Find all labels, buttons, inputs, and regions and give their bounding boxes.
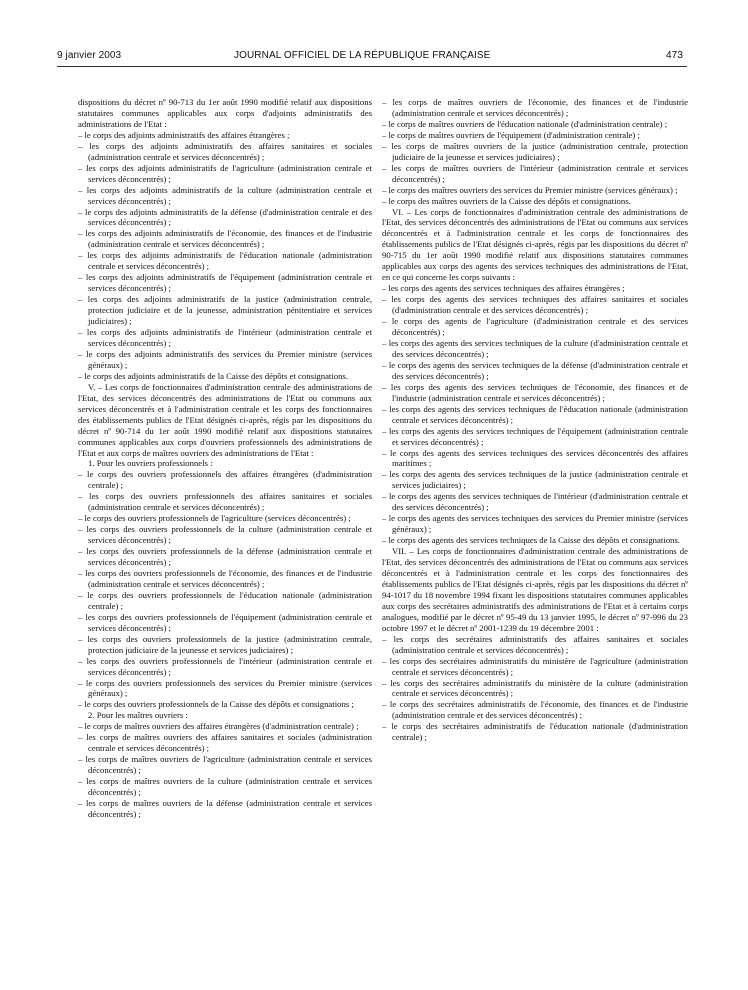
list-item: – le corps des ouvriers professionnels des affaires étrangères (d'administration centrale) ; xyxy=(78,469,372,491)
list-item: – le corps des adjoints administratifs de la Caisse des dépôts et consignations. xyxy=(78,370,348,381)
list-item: – les corps des adjoints administratifs de la justice (administration centrale, protection judiciaire et de la jeunesse, administration pénitentiaire et services judiciaires) ; xyxy=(78,294,372,327)
header-rule xyxy=(57,66,687,67)
list-item: – les corps de maîtres ouvriers de l'intérieur (administration centrale et services déconcentrés) ; xyxy=(382,162,688,184)
list-item: – les corps des ouvriers professionnels de l'économie, des finances et de l'industrie (administration centrale et services déconcentrés) ; xyxy=(78,567,372,589)
list-item: – le corps des agents des services techniques des services déconcentrés des affaires maritimes ; xyxy=(382,447,688,469)
list-item: – les corps des adjoints administratifs de l'agriculture (administration centrale et services déconcentrés) ; xyxy=(78,162,372,184)
header-title: JOURNAL OFFICIEL DE LA RÉPUBLIQUE FRANÇAISE xyxy=(234,50,491,61)
list-item: – les corps des ouvriers professionnels de la défense (administration centrale et services déconcentrés) ; xyxy=(78,546,372,568)
list-item: – les corps des agents des services techniques de l'éducation nationale (administration centrale et services déconcentrés) ; xyxy=(382,403,688,425)
list-item: – les corps des secrétaires administratifs du ministère de l'agriculture (administration centrale et services déconcentrés) ; xyxy=(382,655,688,677)
list-item: – les corps des adjoints administratifs de l'intérieur (administration centrale et services déconcentrés) ; xyxy=(78,327,372,348)
list-item: – les corps des agents des services techniques des affaires étrangères ; xyxy=(382,283,625,294)
list-item: – les corps des agents des services techniques des affaires sanitaires et sociales (d'administration centrale et des services déconcentrés) ; xyxy=(382,294,688,316)
list-item: – les corps des ouvriers professionnels de la culture (administration centrale et services déconcentrés) ; xyxy=(78,524,372,546)
list-item: – le corps des agents des services techniques des services du Premier ministre (services généraux) ; xyxy=(382,513,688,535)
list-item: – le corps des adjoints administratifs des affaires étrangères ; xyxy=(78,129,290,140)
header-page-number: 473 xyxy=(666,50,683,61)
paragraph: 1. Pour les ouvriers professionnels : xyxy=(88,458,213,469)
list-item: – le corps des ouvriers professionnels de l'agriculture (services déconcentrés) ; xyxy=(78,513,351,524)
list-item: – les corps de maîtres ouvriers des affaires sanitaires et sociales (administration centrale et services déconcentrés) ; xyxy=(78,732,372,754)
list-item: – les corps des agents des services techniques de la justice (administration centrale et services judiciaires) ; xyxy=(382,469,688,491)
right-column xyxy=(382,97,688,743)
list-item: – le corps des secrétaires administratifs de l'économie, des finances et de l'industrie (administration centrale et des services déconcentrés) ; xyxy=(382,699,688,721)
list-item: – les corps des ouvriers professionnels de l'intérieur (administration centrale et services déconcentrés) ; xyxy=(78,655,372,677)
list-item: – les corps des agents des services techniques de l'économie, des finances et de l'industrie (administration centrale et services déconcentrés) ; xyxy=(382,381,688,403)
list-item: – les corps de maîtres ouvriers de la justice (administration centrale, protection judiciaire de la jeunesse et services judiciaires) ; xyxy=(382,140,688,162)
list-item: – les corps des agents des services techniques de la culture (d'administration centrale et des services déconcentrés) ; xyxy=(382,337,688,359)
list-item: – les corps de maîtres ouvriers de la défense (administration centrale et services déconcentrés) ; xyxy=(78,798,372,819)
list-item: – les corps des adjoints administratifs de l'équipement (administration centrale et services déconcentrés) ; xyxy=(78,272,372,294)
list-item: – le corps des adjoints administratifs de la défense (d'administration centrale et des services déconcentrés) ; xyxy=(78,206,372,228)
left-column xyxy=(78,97,372,820)
list-item: – les corps des secrétaires administratifs du ministère de la culture (administration centrale et services déconcentrés) ; xyxy=(382,677,688,699)
list-item: – le corps des ouvriers professionnels de la Caisse des dépôts et consignations ; xyxy=(78,699,354,710)
list-item: – le corps des ouvriers professionnels des services du Premier ministre (services généraux) ; xyxy=(78,677,372,699)
list-item: – le corps de maîtres ouvriers de l'éducation nationale (d'administration centrale) ; xyxy=(382,118,668,129)
list-item: – le corps de maîtres ouvriers de l'équipement (d'administration centrale) ; xyxy=(382,129,640,140)
list-item: – le corps des adjoints administratifs des services du Premier ministre (services généraux) ; xyxy=(78,348,372,370)
list-item: – le corps de maîtres ouvriers des affaires étrangères (d'administration centrale) ; xyxy=(78,721,359,732)
list-item: – les corps de maîtres ouvriers de l'économie, des finances et de l'industrie (administration centrale et services déconcentrés) ; xyxy=(382,97,688,118)
list-item: – les corps des ouvriers professionnels des affaires sanitaires et sociales (administration centrale et services déconcentrés) ; xyxy=(78,491,372,513)
list-item: – les corps de maîtres ouvriers de l'agriculture (administration centrale et services déconcentrés) ; xyxy=(78,754,372,776)
list-item: – le corps des ouvriers professionnels de l'éducation nationale (administration centrale) ; xyxy=(78,589,372,611)
paragraph: VII. – Les corps de fonctionnaires d'administration centrale des administrations de l'Etat, des services déconcentrés des administrations de l'Etat ou communs aux services déconcentrés et à l'administration centrale et les corps des fonctionnaires des établissements publics de l'Etat désignés ci-après, régis par les dispositions du décret nº 94-1017 du 18 novembre 1994 fixant les dispositions statutaires communes applicables aux corps des secrétaires administratifs des administrations de l'Etat et à certains corps analogues, modifié par le décret nº 95-49 du 13 janvier 1995, le décret nº 97-996 du 23 octobre 1997 et le décret nº 2001-1239 du 19 décembre 2001 : xyxy=(382,546,688,633)
paragraph: 2. Pour les maîtres ouvriers : xyxy=(88,710,188,721)
list-item: – le corps des agents des services techniques de la défense (d'administration centrale et des services déconcentrés) ; xyxy=(382,359,688,381)
paragraph: VI. – Les corps de fonctionnaires d'administration centrale des administrations de l'Etat, des services déconcentrés des administrations de l'Etat ou communs aux services déconcentrés et à l'administration centrale et les corps de fonctionnaires des établissements publics de l'Etat désignés ci-après, régis par les dispositions du décret nº 90-715 du 1er août 1990 modifié relatif aux dispositions statutaires communes applicables aux corps des agents des services techniques des administrations de l'Etat, en ce qui concerne les corps suivants : xyxy=(382,206,688,283)
list-item: – les corps des adjoints administratifs de la culture (administration centrale et services déconcentrés) ; xyxy=(78,184,372,206)
list-item: – les corps des adjoints administratifs des affaires sanitaires et sociales (administration centrale et services déconcentrés) ; xyxy=(78,140,372,162)
list-item: – le corps des secrétaires administratifs de l'éducation nationale (d'administration centrale) ; xyxy=(382,721,688,743)
list-item: – les corps des ouvriers professionnels de l'équipement (administration centrale et services déconcentrés) ; xyxy=(78,611,372,633)
list-item: – les corps des secrétaires administratifs des affaires sanitaires et sociales (administration centrale et services déconcentrés) ; xyxy=(382,633,688,655)
header-date: 9 janvier 2003 xyxy=(57,50,122,61)
list-item: – les corps des ouvriers professionnels de la justice (administration centrale, protection judiciaire de la jeunesse et services judiciaires) ; xyxy=(78,633,372,655)
list-item: – le corps des agents des services techniques de l'intérieur (d'administration centrale et des services déconcentrés) ; xyxy=(382,491,688,513)
paragraph: dispositions du décret nº 90-713 du 1er août 1990 modifié relatif aux dispositions statutaires communes applicables aux corps d'adjoints administratifs des administrations de l'Etat : xyxy=(78,97,372,129)
list-item: – le corps des agents de l'agriculture (d'administration centrale et des services déconcentrés) ; xyxy=(382,316,688,338)
list-item: – les corps des agents des services techniques de l'équipement (administration centrale et services déconcentrés) ; xyxy=(382,425,688,447)
paragraph: V. – Les corps de fonctionnaires d'administration centrale des administrations de l'Etat, des services déconcentrés des administrations de l'Etat ou communs aux services déconcentrés et à l'administration centrale et les corps des fonctionnaires des établissements publics de l'Etat désignés ci-après, régis par les dispositions du décret nº 90-714 du 1er août 1990 modifié relatif aux dispositions statutaires communes applicables aux corps d'ouvriers professionnels des administrations de l'Etat et aux corps de maîtres ouvriers des administrations de l'Etat : xyxy=(78,381,372,458)
list-item: – le corps des maîtres ouvriers de la Caisse des dépôts et consignations. xyxy=(382,195,631,206)
list-item: – le corps des maîtres ouvriers des services du Premier ministre (services généraux) ; xyxy=(382,184,678,195)
list-item: – les corps des adjoints administratifs de l'économie, des finances et de l'industrie (administration centrale et services déconcentrés) ; xyxy=(78,228,372,250)
list-item: – le corps des agents des services techniques de la Caisse des dépôts et consignations. xyxy=(382,535,680,546)
list-item: – les corps des adjoints administratifs de l'éducation nationale (administration centrale et services déconcentrés) ; xyxy=(78,250,372,272)
list-item: – les corps de maîtres ouvriers de la culture (administration centrale et services déconcentrés) ; xyxy=(78,776,372,798)
